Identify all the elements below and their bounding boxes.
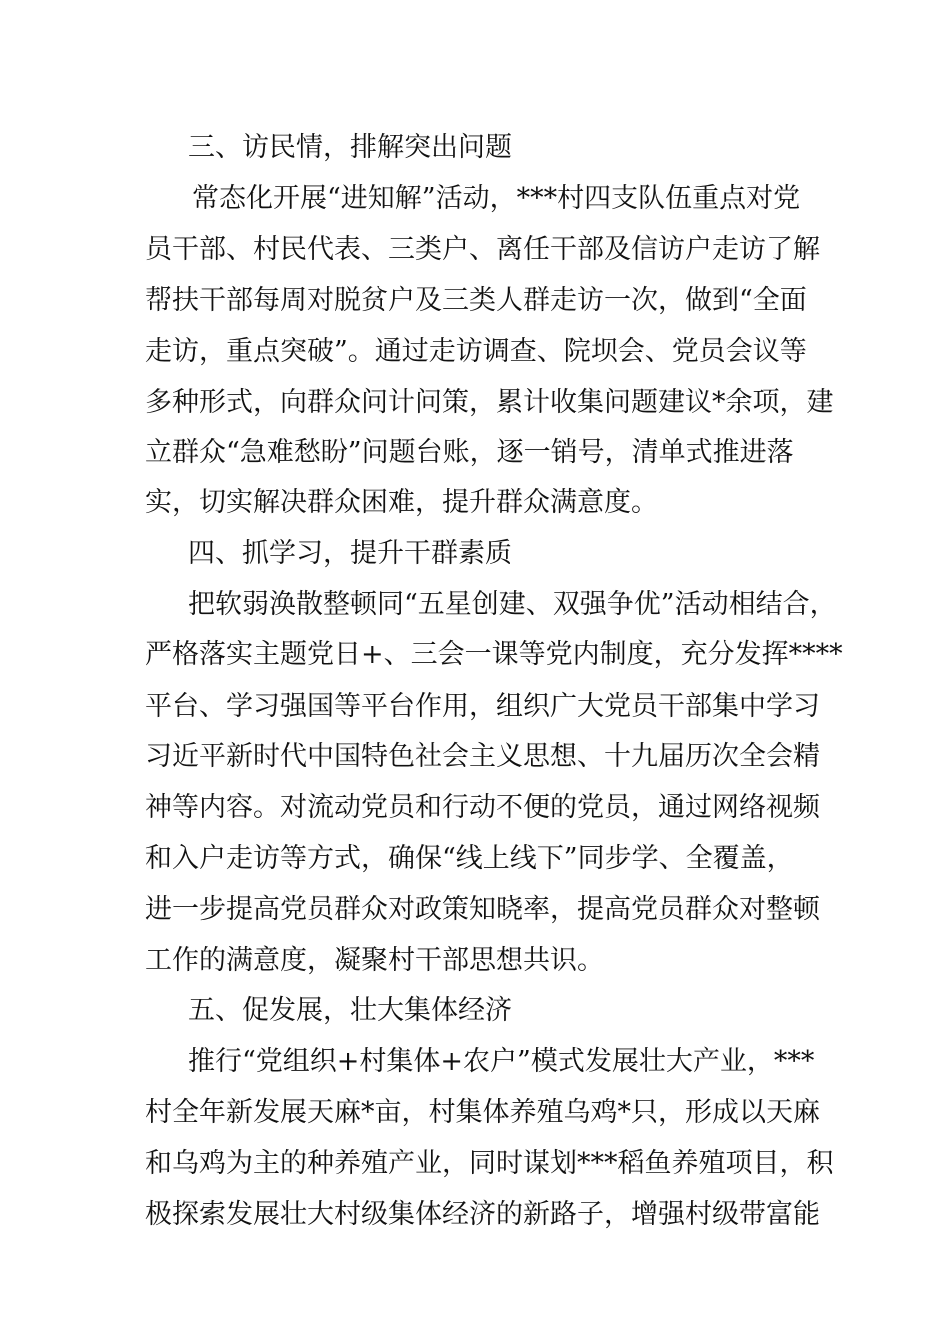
paragraph-line: 多种形式，向群众问计问策，累计收集问题建议*余项，建 bbox=[145, 387, 834, 418]
paragraph-line: 走访，重点突破”。通过走访调查、院坝会、党员会议等 bbox=[145, 336, 807, 367]
paragraph-line: 员干部、村民代表、三类户、离任干部及信访户走访了解 bbox=[145, 234, 820, 265]
paragraph-line: 和入户走访等方式，确保“线上线下”同步学、全覆盖， bbox=[145, 843, 794, 874]
paragraph-line: 和乌鸡为主的种养殖产业，同时谋划***稻鱼养殖项目，积 bbox=[145, 1148, 834, 1179]
paragraph-line: 神等内容。对流动党员和行动不便的党员，通过网络视频 bbox=[145, 792, 820, 823]
paragraph-line: 推行“党组织+村集体+农户”模式发展壮大产业，*** bbox=[188, 1046, 815, 1077]
paragraph-line: 平台、学习强国等平台作用，组织广大党员干部集中学习 bbox=[145, 691, 820, 722]
paragraph-line: 极探索发展壮大村级集体经济的新路子，增强村级带富能 bbox=[145, 1199, 820, 1230]
paragraph-line: 把软弱涣散整顿同“五星创建、双强争优”活动相结合， bbox=[188, 589, 837, 620]
paragraph-line: 村全年新发展天麻*亩，村集体养殖乌鸡*只，形成以天麻 bbox=[145, 1097, 820, 1128]
heading-section-5: 五、促发展，壮大集体经济 bbox=[188, 995, 512, 1026]
paragraph-line: 习近平新时代中国特色社会主义思想、十九届历次全会精 bbox=[145, 741, 820, 772]
heading-section-3: 三、访民情，排解突出问题 bbox=[188, 132, 512, 163]
paragraph-line: 实，切实解决群众困难，提升群众满意度。 bbox=[145, 487, 658, 518]
paragraph-line: 严格落实主题党日+、三会一课等党内制度，充分发挥**** bbox=[145, 639, 843, 670]
heading-section-4: 四、抓学习，提升干群素质 bbox=[188, 538, 512, 569]
paragraph-line: 帮扶干部每周对脱贫户及三类人群走访一次，做到“全面 bbox=[145, 285, 807, 316]
paragraph-line: 工作的满意度，凝聚村干部思想共识。 bbox=[145, 945, 604, 976]
paragraph-line: 常态化开展“进知解”活动，***村四支队伍重点对党 bbox=[192, 183, 801, 214]
paragraph-line: 立群众“急难愁盼”问题台账，逐一销号，清单式推进落 bbox=[145, 437, 794, 468]
paragraph-line: 进一步提高党员群众对政策知晓率，提高党员群众对整顿 bbox=[145, 894, 820, 925]
